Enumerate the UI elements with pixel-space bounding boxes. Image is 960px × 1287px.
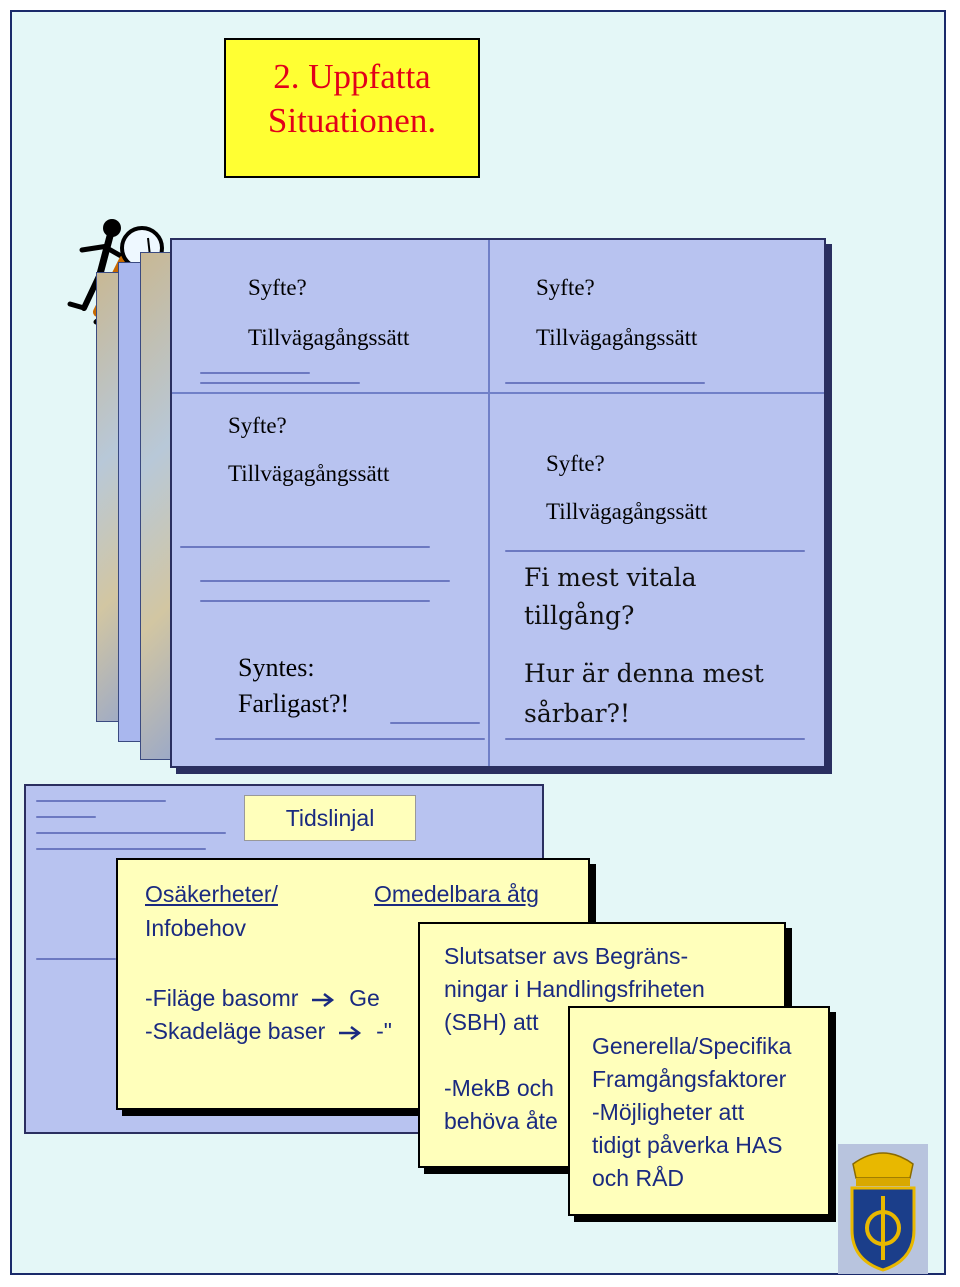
conclusions-line-1: Slutsatser avs Begräns- bbox=[444, 943, 689, 969]
box1-row-1 bbox=[145, 982, 380, 1015]
worksheet-divider-vertical bbox=[488, 240, 490, 766]
box1-row-2 bbox=[145, 1015, 392, 1048]
q3-method: Tillvägagångssätt bbox=[228, 461, 390, 486]
factors-line-3: -Möjligheter att bbox=[592, 1099, 745, 1125]
q1-syfte: Syfte? bbox=[248, 275, 307, 300]
success-factors-box bbox=[568, 1006, 830, 1216]
factors-line-4: tidigt påverka HAS bbox=[592, 1132, 783, 1158]
row1-tail: Ge bbox=[349, 985, 380, 1011]
q1-method: Tillvägagångssätt bbox=[248, 325, 410, 350]
row1-text: -Filäge basomr bbox=[145, 985, 299, 1011]
factors-line-5: och RÅD bbox=[592, 1165, 685, 1191]
conclusions-line-3: (SBH) att bbox=[444, 1009, 539, 1035]
title-line-2: Situationen. bbox=[267, 101, 437, 140]
farligast-label: Farligast?! bbox=[238, 689, 350, 718]
q2-syfte: Syfte? bbox=[536, 275, 595, 300]
uncertainty-heading-1: Osäkerheter/ bbox=[145, 881, 278, 907]
conclusions-line-2: ningar i Handlingsfriheten bbox=[444, 976, 705, 1002]
worksheet-divider-horizontal bbox=[172, 392, 824, 394]
q3-syfte: Syfte? bbox=[228, 413, 287, 438]
fi-line-4: sårbar?! bbox=[524, 699, 630, 728]
factors-line-2: Framgångsfaktorer bbox=[592, 1066, 787, 1092]
immediate-actions-heading: Omedelbara åtg bbox=[374, 881, 539, 907]
right-arrow-icon bbox=[338, 1024, 364, 1042]
slide-title bbox=[224, 38, 480, 178]
fi-line-3: Hur är denna mest bbox=[524, 659, 764, 688]
coat-of-arms-icon bbox=[838, 1144, 928, 1274]
fi-line-1: Fi mest vitala bbox=[524, 563, 697, 592]
fi-line-2: tillgång? bbox=[524, 601, 635, 630]
syntes-label: Syntes: bbox=[238, 653, 315, 682]
conclusions-line-4: -MekB och bbox=[444, 1075, 554, 1101]
row2-tail: -" bbox=[376, 1018, 392, 1044]
row2-text: -Skadeläge baser bbox=[145, 1018, 326, 1044]
uncertainty-heading-2: Infobehov bbox=[145, 915, 247, 941]
timeline-label: Tidslinjal bbox=[244, 795, 416, 841]
title-line-1: 2. Uppfatta bbox=[273, 57, 431, 96]
right-arrow-icon bbox=[311, 991, 337, 1009]
q4-syfte: Syfte? bbox=[546, 451, 605, 476]
q4-method: Tillvägagångssätt bbox=[546, 499, 708, 524]
factors-line-1: Generella/Specifika bbox=[592, 1033, 792, 1059]
conclusions-line-5: behöva åte bbox=[444, 1108, 558, 1134]
q2-method: Tillvägagångssätt bbox=[536, 325, 698, 350]
